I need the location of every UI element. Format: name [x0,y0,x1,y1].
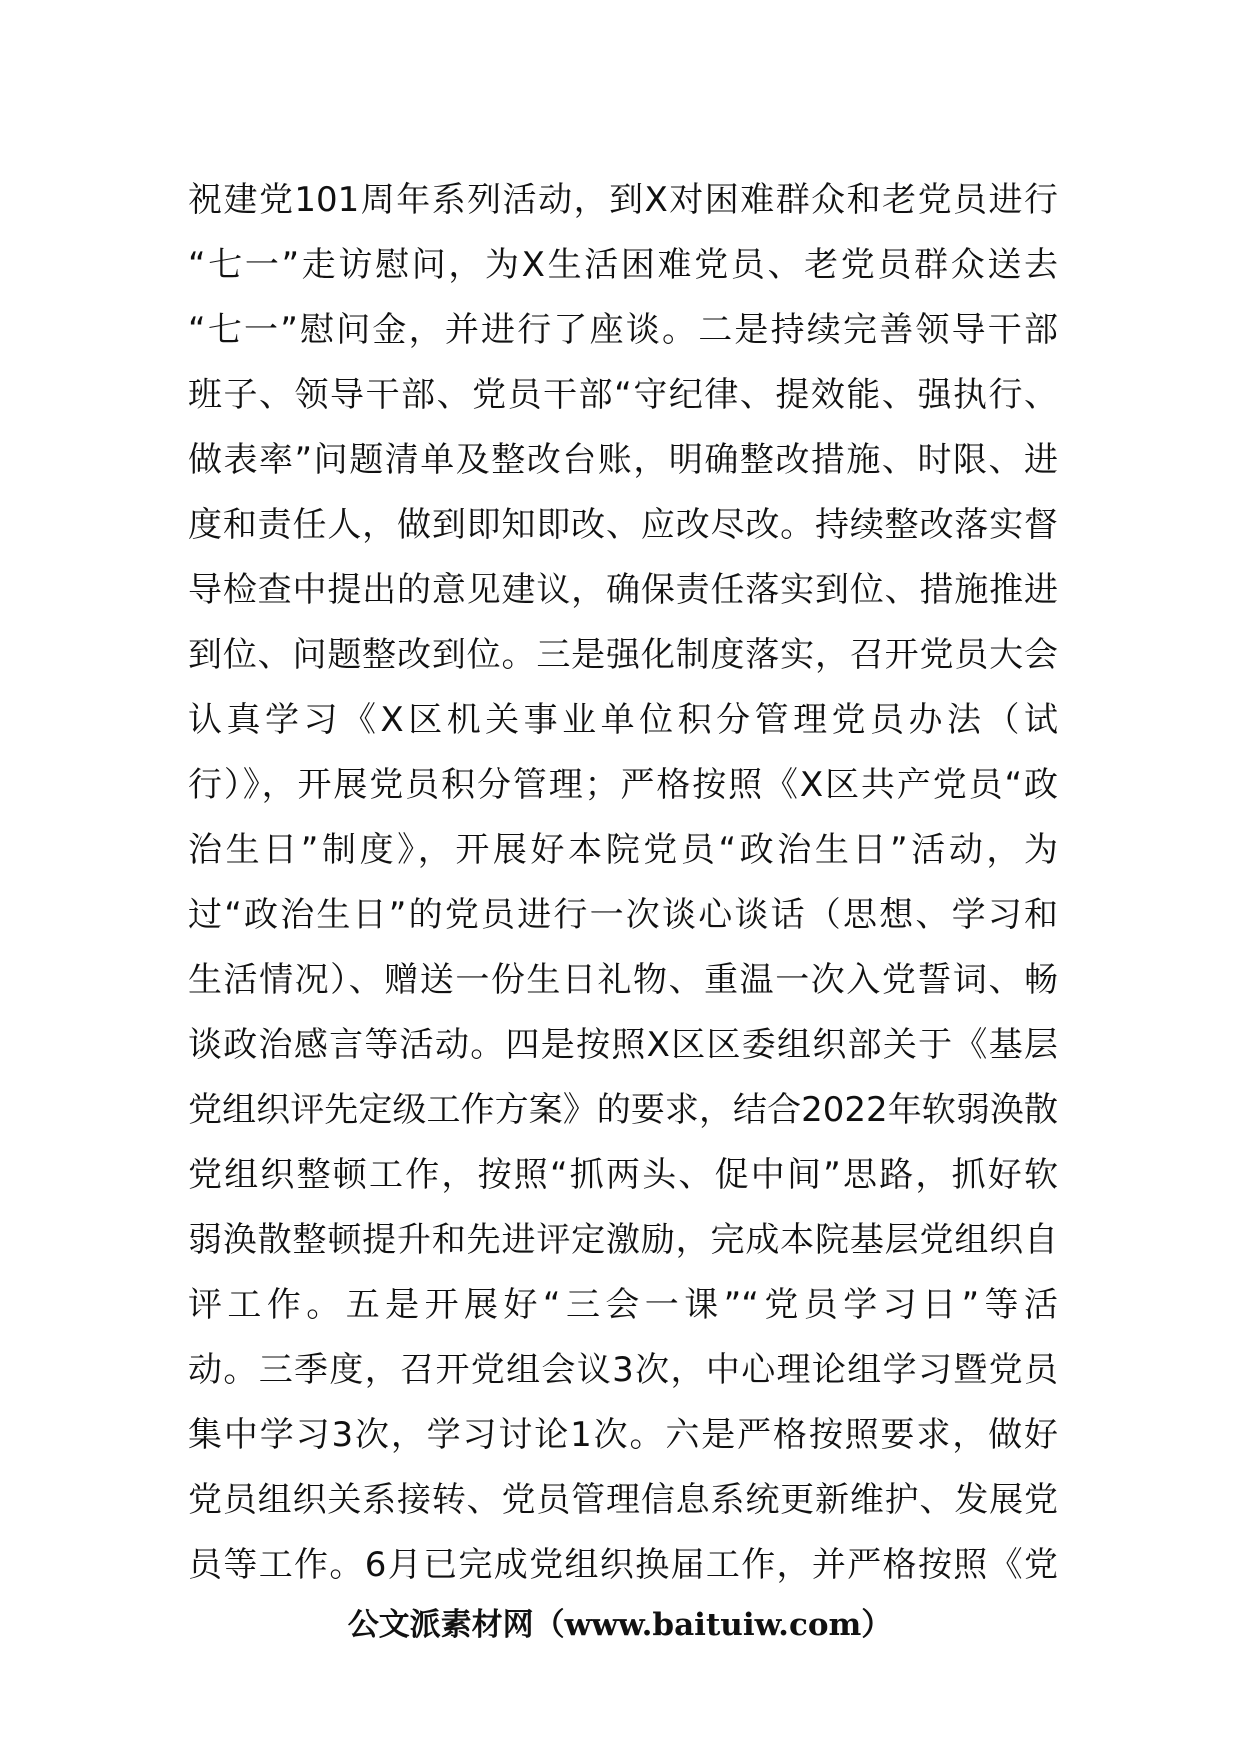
text-line: 弱涣散整顿提升和先进评定激励，完成本院基层党组织自 [188,1220,1058,1260]
text-line: 谈政治感言等活动。四是按照X区区委组织部关于《基层 [188,1025,1058,1065]
text-line: 祝建党101周年系列活动，到X对困难群众和老党员进行 [188,180,1058,220]
text-line: 生活情况）、赠送一份生日礼物、重温一次入党誓词、畅 [188,960,1058,1000]
text-line: 评工作。五是开展好“三会一课”“党员学习日”等活 [188,1285,1058,1325]
text-line: “七一”走访慰问，为X生活困难党员、老党员群众送去 [188,245,1058,285]
text-line: 导检查中提出的意见建议，确保责任落实到位、措施推进 [188,570,1058,610]
text-line: 认真学习《X区机关事业单位积分管理党员办法（试 [188,700,1058,740]
text-line: 治生日”制度》，开展好本院党员“政治生日”活动，为 [188,830,1058,870]
text-line: 动。三季度，召开党组会议3次，中心理论组学习暨党员 [188,1350,1058,1390]
text-line: 过“政治生日”的党员进行一次谈心谈话（思想、学习和 [188,895,1058,935]
text-line: 员等工作。6月已完成党组织换届工作，并严格按照《党 [188,1545,1058,1585]
text-line: 到位、问题整改到位。三是强化制度落实，召开党员大会 [188,635,1058,675]
text-line: 做表率”问题清单及整改台账，明确整改措施、时限、进 [188,440,1058,480]
text-line: “七一”慰问金，并进行了座谈。二是持续完善领导干部 [188,310,1058,350]
text-line: 行）》，开展党员积分管理；严格按照《X区共产党员“政 [188,765,1058,805]
text-line: 党组织整顿工作，按照“抓两头、促中间”思路，抓好软 [188,1155,1058,1195]
text-line: 集中学习3次，学习讨论1次。六是严格按照要求，做好 [188,1415,1058,1455]
text-line: 党组织评先定级工作方案》的要求，结合2022年软弱涣散 [188,1090,1058,1130]
body-paragraph [188,168,1058,1598]
text-line: 班子、领导干部、党员干部“守纪律、提效能、强执行、 [188,375,1058,415]
text-line: 党员组织关系接转、党员管理信息系统更新维护、发展党 [188,1480,1058,1520]
text-line: 度和责任人，做到即知即改、应改尽改。持续整改落实督 [188,505,1058,545]
footer-watermark: 公文派素材网（www.baituiw.com） [347,1607,893,1643]
